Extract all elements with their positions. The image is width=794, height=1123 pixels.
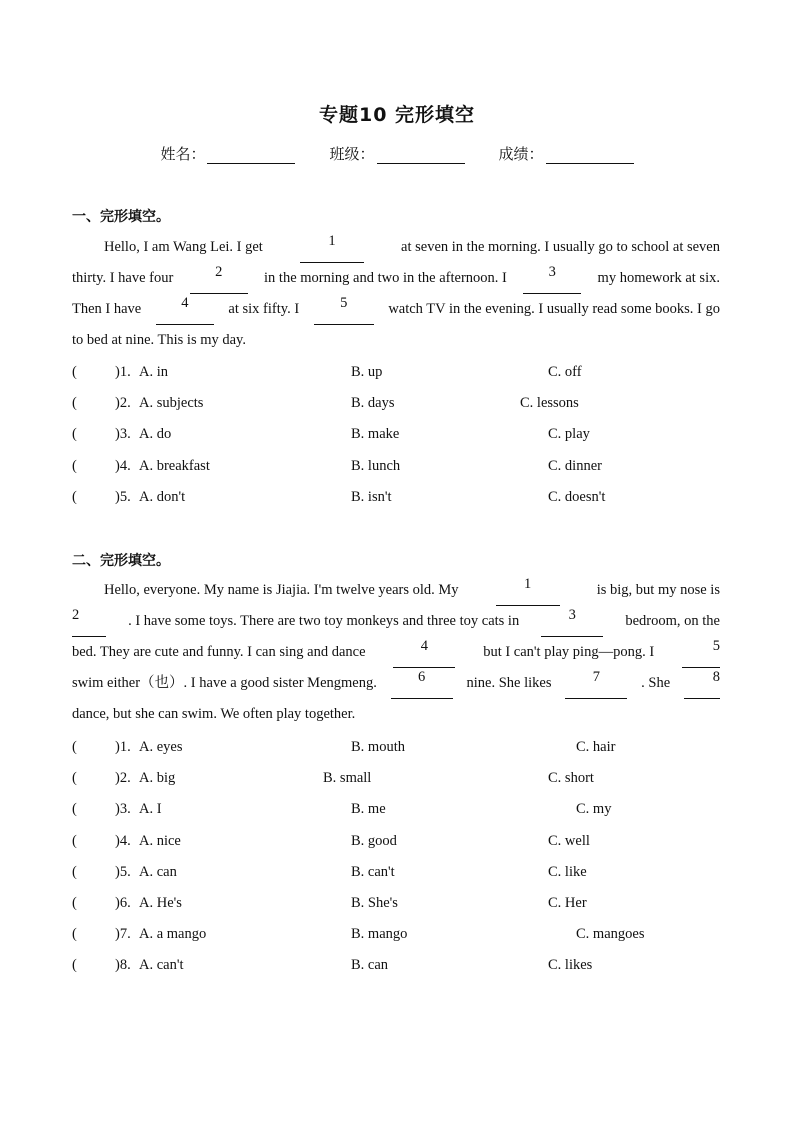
- passage-line: [72, 699, 720, 730]
- question-number: )4.: [115, 832, 131, 849]
- blank-5[interactable]: 5: [682, 637, 720, 668]
- class-field: [329, 143, 464, 164]
- blank-5[interactable]: 5: [314, 294, 374, 325]
- answer-paren[interactable]: (: [72, 488, 77, 505]
- option-c: C. play: [548, 426, 590, 443]
- option-b: B. small: [323, 770, 372, 787]
- passage-line: [72, 294, 720, 325]
- answer-paren[interactable]: (: [72, 457, 77, 474]
- question-row: [72, 456, 720, 487]
- option-c: C. hair: [576, 739, 616, 755]
- question-number: )8.: [115, 957, 131, 974]
- score-blank[interactable]: [546, 147, 634, 164]
- option-b: B. can: [351, 957, 389, 974]
- option-b: B. She's: [351, 894, 398, 911]
- passage-text: bed. They are cute and funny. I can sing and dance: [72, 644, 366, 660]
- answer-paren[interactable]: (: [72, 832, 77, 849]
- question-number: )7.: [115, 926, 131, 943]
- question-row: [72, 424, 720, 455]
- option-b: B. make: [351, 426, 400, 443]
- page-title: 专题10 完形填空: [318, 104, 476, 126]
- option-b: B. up: [351, 364, 383, 380]
- student-info-row: [0, 143, 794, 164]
- passage-text: is big, but my nose is: [596, 582, 720, 598]
- question-number: )2.: [115, 770, 131, 787]
- option-a: A. nice: [139, 832, 181, 849]
- passage-line: [72, 668, 720, 699]
- name-label: 姓名：: [160, 145, 206, 163]
- option-b: B. good: [351, 832, 397, 849]
- option-b: B. can't: [351, 863, 395, 880]
- class-blank[interactable]: [377, 147, 465, 164]
- blank-4[interactable]: 4: [393, 637, 455, 668]
- answer-paren[interactable]: (: [72, 894, 77, 911]
- option-b: B. lunch: [351, 457, 401, 474]
- question-number: )1.: [115, 364, 131, 380]
- blank-2[interactable]: 2: [72, 606, 106, 637]
- option-a: A. can: [139, 863, 177, 880]
- option-a: A. I: [139, 801, 162, 818]
- passage-line: [72, 263, 720, 294]
- option-b: B. mango: [351, 926, 408, 943]
- question-row: [72, 799, 720, 830]
- answer-paren[interactable]: (: [72, 739, 77, 755]
- option-c: C. doesn't: [548, 488, 606, 505]
- option-c: C. lessons: [520, 395, 579, 412]
- answer-paren[interactable]: (: [72, 426, 77, 443]
- passage-text: Hello, I am Wang Lei. I get: [104, 239, 263, 255]
- option-b: B. isn't: [351, 488, 392, 505]
- option-a: A. He's: [139, 894, 182, 911]
- question-row: [72, 924, 720, 955]
- option-c: C. likes: [548, 957, 593, 974]
- answer-paren[interactable]: (: [72, 957, 77, 974]
- blank-2[interactable]: 2: [190, 263, 248, 294]
- option-a: A. eyes: [139, 739, 183, 755]
- option-b: B. mouth: [351, 739, 405, 755]
- question-number: )3.: [115, 801, 131, 818]
- passage-text: thirty. I have four: [72, 270, 174, 286]
- option-c: C. well: [548, 832, 590, 849]
- question-number: )4.: [115, 457, 131, 474]
- passage-line: [72, 606, 720, 637]
- option-c: C. off: [548, 364, 582, 380]
- option-c: C. Her: [548, 894, 587, 911]
- option-a: A. a mango: [139, 926, 207, 943]
- passage-text: watch TV in the evening. I usually read some books. I go: [388, 301, 720, 317]
- option-c: C. mangoes: [576, 926, 645, 943]
- question-row: [72, 831, 720, 862]
- passage-text: at six fifty. I: [228, 301, 300, 317]
- blank-1[interactable]: 1: [496, 575, 560, 606]
- option-a: A. big: [139, 770, 176, 787]
- question-number: )3.: [115, 426, 131, 443]
- passage-line: [72, 232, 720, 263]
- blank-4[interactable]: 4: [156, 294, 214, 325]
- answer-paren[interactable]: (: [72, 770, 77, 787]
- question-row: [72, 862, 720, 893]
- option-c: C. short: [548, 770, 594, 787]
- passage-text: swim either（也）. I have a good sister Mengmeng.: [72, 675, 377, 691]
- option-c: C. my: [576, 801, 612, 818]
- blank-7[interactable]: 7: [565, 668, 627, 699]
- answer-paren[interactable]: (: [72, 926, 77, 943]
- passage-text: Then I have: [72, 301, 142, 317]
- passage-text: . I have some toys. There are two toy monkeys and three toy cats in: [128, 613, 520, 629]
- passage-text: to bed at nine. This is my day.: [72, 332, 246, 348]
- answer-paren[interactable]: (: [72, 395, 77, 412]
- option-a: A. don't: [139, 488, 186, 505]
- question-row: [72, 362, 720, 393]
- name-field: [160, 143, 295, 164]
- option-c: C. like: [548, 863, 587, 880]
- passage-line: [72, 575, 720, 606]
- option-a: A. breakfast: [139, 457, 210, 474]
- question-number: )5.: [115, 488, 131, 505]
- passage-text: my homework at six.: [597, 270, 720, 286]
- question-row: [72, 393, 720, 424]
- question-row: [72, 955, 720, 986]
- score-label: 成绩：: [498, 145, 544, 163]
- answer-paren[interactable]: (: [72, 801, 77, 818]
- option-b: B. days: [351, 395, 395, 412]
- question-number: )2.: [115, 395, 131, 412]
- option-b: B. me: [351, 801, 386, 818]
- name-blank[interactable]: [207, 147, 295, 164]
- blank-3[interactable]: 3: [541, 606, 603, 637]
- question-row: [72, 737, 720, 768]
- question-row: [72, 768, 720, 799]
- option-a: A. in: [139, 364, 168, 380]
- section1-heading: 一、完形填空。: [72, 209, 170, 225]
- passage-text: bedroom, on the: [625, 613, 720, 629]
- passage-text: in the morning and two in the afternoon. I: [264, 270, 507, 286]
- score-field: [499, 143, 634, 164]
- class-label: 班级：: [329, 145, 375, 163]
- section1-passage: [72, 232, 720, 356]
- answer-paren[interactable]: (: [72, 364, 77, 380]
- question-row: [72, 487, 720, 518]
- passage-text: . She: [641, 675, 671, 691]
- option-a: A. do: [139, 426, 172, 443]
- option-c: C. dinner: [548, 457, 602, 474]
- option-a: A. subjects: [139, 395, 204, 412]
- answer-paren[interactable]: (: [72, 863, 77, 880]
- question-row: [72, 893, 720, 924]
- blank-3[interactable]: 3: [523, 263, 581, 294]
- question-number: )6.: [115, 894, 131, 911]
- section2-passage: [72, 575, 720, 730]
- passage-line: [72, 325, 720, 356]
- option-a: A. can't: [139, 957, 184, 974]
- question-number: )5.: [115, 863, 131, 880]
- blank-6[interactable]: 6: [391, 668, 453, 699]
- section2-questions: [72, 737, 720, 987]
- passage-text: nine. She likes: [466, 675, 552, 691]
- blank-8[interactable]: 8: [684, 668, 720, 699]
- blank-1[interactable]: 1: [300, 232, 364, 263]
- passage-text: Hello, everyone. My name is Jiajia. I'm twelve years old. My: [104, 582, 459, 598]
- passage-text: but I can't play ping—pong. I: [483, 644, 655, 660]
- section2-heading: 二、完形填空。: [72, 553, 170, 569]
- passage-text: dance, but she can swim. We often play together.: [72, 706, 356, 722]
- passage-line: [72, 637, 720, 668]
- section1-questions: [72, 362, 720, 518]
- question-number: )1.: [115, 739, 131, 755]
- passage-text: at seven in the morning. I usually go to school at seven: [401, 239, 720, 255]
